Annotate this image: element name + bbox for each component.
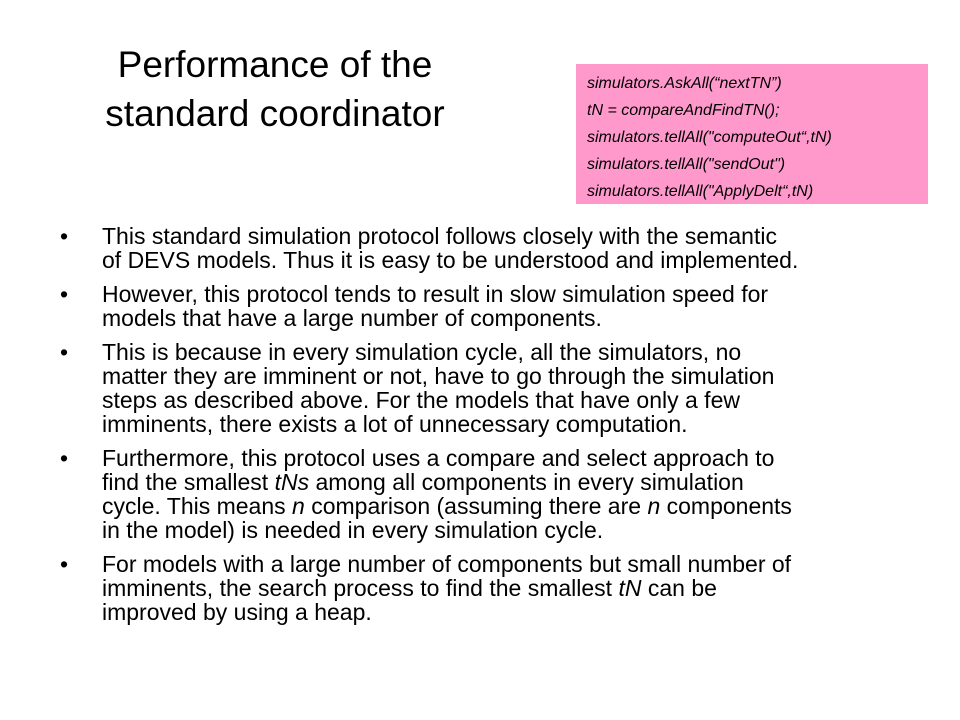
text-run: imminents, there exists a lot of unnecessary computation. — [102, 411, 688, 437]
text-run: models that have a large number of components. — [102, 305, 602, 331]
bullet-line — [102, 282, 940, 306]
text-run: find the smallest — [102, 469, 275, 495]
code-snippet-box — [576, 64, 928, 204]
bullet-line — [102, 364, 940, 388]
text-run: among all components in every simulation — [309, 469, 744, 495]
bullet-line — [102, 388, 940, 412]
bullet-line — [102, 248, 940, 272]
bullet-line — [102, 576, 940, 600]
slide-title-line: standard coordinator — [105, 93, 445, 134]
italic-term: n — [292, 493, 305, 519]
bullet-item — [60, 224, 940, 272]
bullet-item — [60, 552, 940, 624]
text-run: For models with a large number of components but small number of — [102, 551, 792, 577]
bullet-marker: • — [60, 223, 69, 249]
text-run: This is because in every simulation cycle, all the simulators, no — [102, 339, 742, 365]
bullet-marker: • — [60, 551, 69, 577]
bullet-marker: • — [60, 281, 69, 307]
italic-term: n — [647, 493, 661, 519]
code-line: simulators.tellAll("ApplyDelt“,tN) — [587, 183, 814, 200]
bullet-item — [60, 340, 940, 436]
italic-term: tNs — [274, 469, 310, 495]
bullet-marker: • — [60, 339, 69, 365]
bullet-line — [102, 518, 940, 542]
text-run: This standard simulation protocol follows closely with the semantic — [102, 223, 777, 249]
bullet-item — [60, 282, 940, 330]
bullet-line — [102, 224, 940, 248]
text-run: components — [660, 493, 792, 519]
bullet-line — [102, 412, 940, 436]
text-run: in the model) is needed in every simulation cycle. — [102, 517, 604, 543]
text-run: cycle. This means — [102, 493, 293, 519]
text-run: imminents, the search process to find the smallest — [102, 575, 619, 601]
text-run: improved by using a heap. — [102, 599, 372, 625]
bullet-line — [102, 552, 940, 576]
italic-term: tN — [618, 575, 642, 601]
slide-title-line: Performance of the — [117, 44, 433, 85]
text-run: of DEVS models. Thus it is easy to be understood and implemented. — [102, 247, 799, 273]
bullet-line — [102, 600, 940, 624]
bullet-line — [102, 470, 940, 494]
bullet-line — [102, 340, 940, 364]
bullet-item — [60, 446, 940, 542]
bullet-list — [60, 224, 940, 634]
bullet-line — [102, 446, 940, 470]
text-run: However, this protocol tends to result in slow simulation speed for — [102, 281, 769, 307]
code-line: simulators.AskAll(“nextTN”) — [587, 75, 782, 92]
text-run: steps as described above. For the models that have only a few — [102, 387, 740, 413]
bullet-marker: • — [60, 445, 69, 471]
code-line: tN = compareAndFindTN(); — [587, 102, 780, 119]
bullet-line — [102, 494, 940, 518]
code-line: simulators.tellAll("sendOut") — [587, 156, 786, 173]
code-line: simulators.tellAll("computeOut“,tN) — [587, 129, 832, 146]
text-run: Furthermore, this protocol uses a compare and select approach to — [102, 445, 775, 471]
bullet-line — [102, 306, 940, 330]
text-run: can be — [641, 575, 717, 601]
text-run: comparison (assuming there are — [304, 493, 648, 519]
text-run: matter they are imminent or not, have to go through the simulation — [102, 363, 775, 389]
slide-title — [60, 40, 490, 138]
